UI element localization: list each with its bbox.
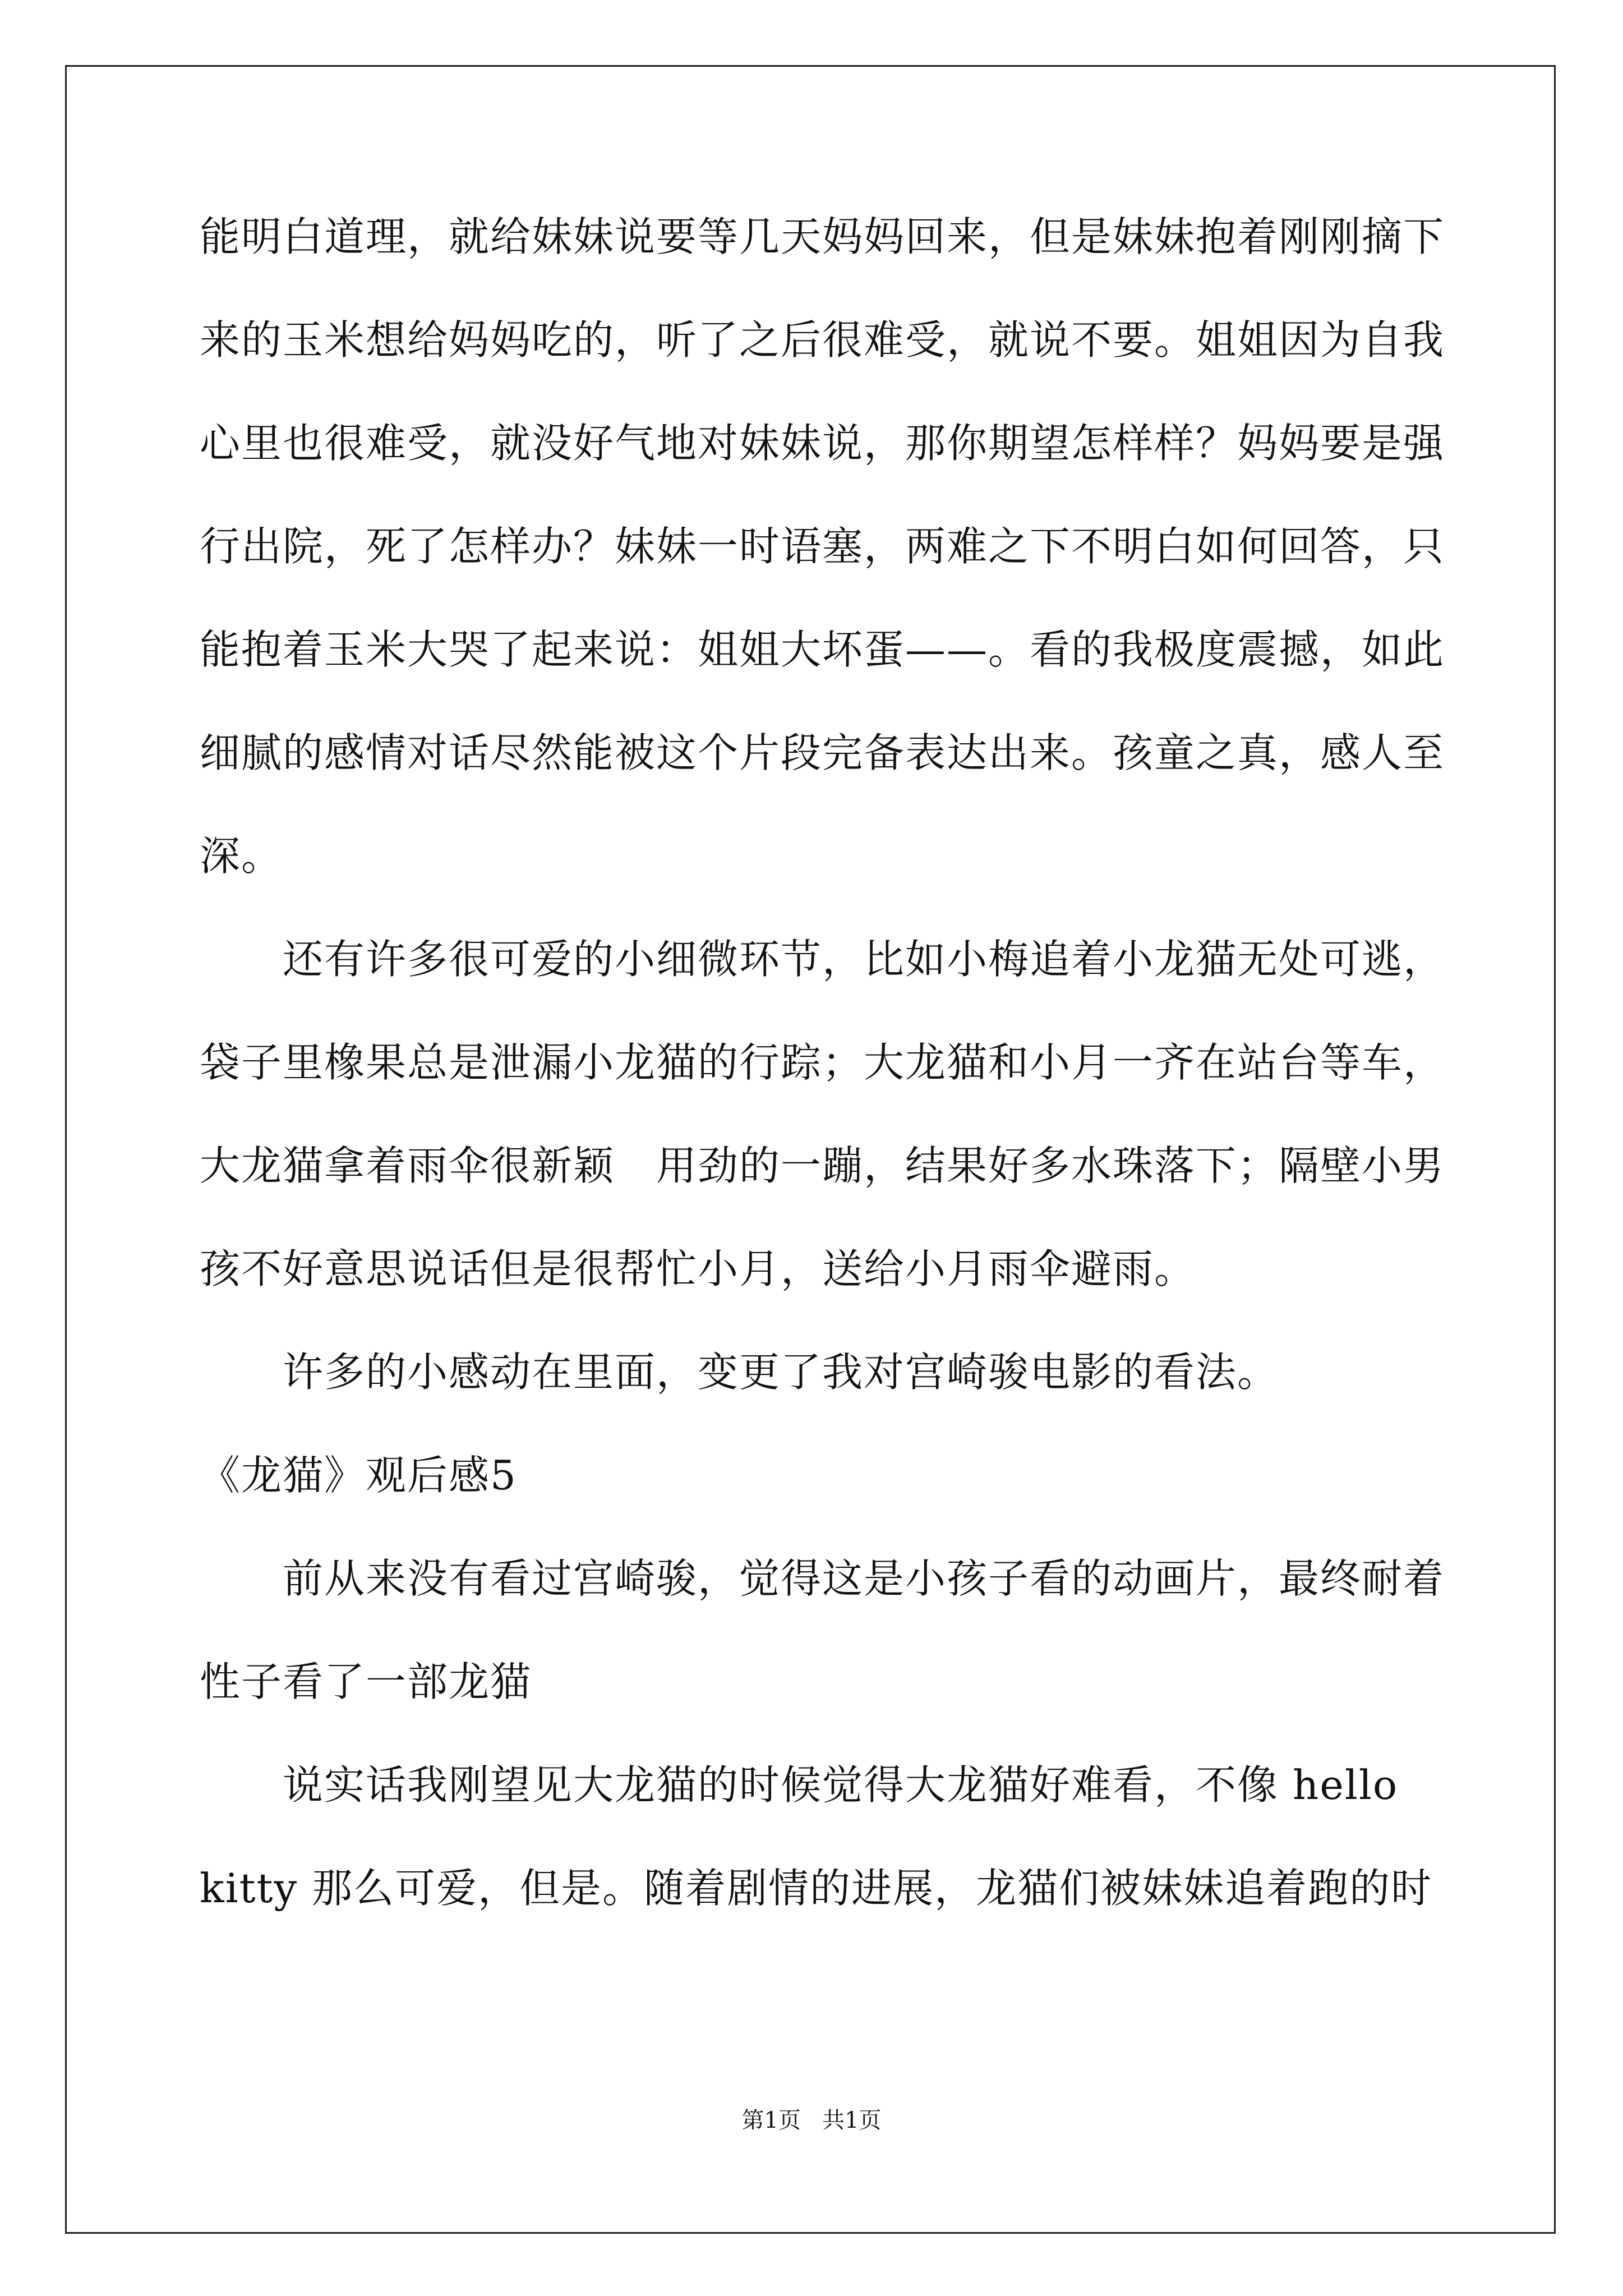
paragraph-start: 许多的小感动在里面，变更了我对宫崎骏电影的看法。: [283, 1349, 1279, 1396]
text-line: 细腻的感情对话尽然能被这个片段完备表达出来。孩童之真，感人至: [200, 729, 1445, 776]
page-total: 共1页: [822, 2108, 882, 2133]
text-line: 孩不好意思说话但是很帮忙小月，送给小月雨伞避雨。: [200, 1245, 1196, 1292]
text-line: 能明白道理，就给妹妹说要等几天妈妈回来，但是妹妹抱着刚刚摘下: [200, 213, 1445, 260]
paragraph-start: 还有许多很可爱的小细微环节，比如小梅追着小龙猫无处可逃，: [283, 936, 1445, 983]
text-line: 袋子里橡果总是泄漏小龙猫的行踪；大龙猫和小月一齐在站台等车，: [200, 1039, 1445, 1086]
text-line: 能抱着玉米大哭了起来说：姐姐大坏蛋——。看的我极度震撼，如此: [200, 626, 1445, 673]
text-line: 心里也很难受，就没好气地对妹妹说，那你期望怎样样？妈妈要是强: [200, 420, 1445, 467]
text-line: 性子看了一部龙猫: [200, 1658, 532, 1705]
text-line: 大龙猫拿着雨伞很新颖 用劲的一蹦，结果好多水珠落下；隔壁小男: [200, 1142, 1445, 1189]
text-line: kitty 那么可爱，但是。随着剧情的进展，龙猫们被妹妹追着跑的时: [200, 1865, 1433, 1912]
paragraph-start: 前从来没有看过宫崎骏，觉得这是小孩子看的动画片，最终耐着: [283, 1555, 1445, 1602]
page-number: 第1页: [741, 2108, 801, 2133]
text-line: 来的玉米想给妈妈吃的，听了之后很难受，就说不要。姐姐因为自我: [200, 316, 1445, 364]
page-footer: [0, 2105, 1623, 2136]
text-line: 深。: [200, 832, 283, 880]
section-heading: 《龙猫》观后感5: [200, 1452, 517, 1499]
text-line: 行出院，死了怎样办？妹妹一时语塞，两难之下不明白如何回答，只: [200, 523, 1445, 570]
paragraph-start: 说实话我刚望见大龙猫的时候觉得大龙猫好难看，不像 hello: [283, 1761, 1399, 1809]
